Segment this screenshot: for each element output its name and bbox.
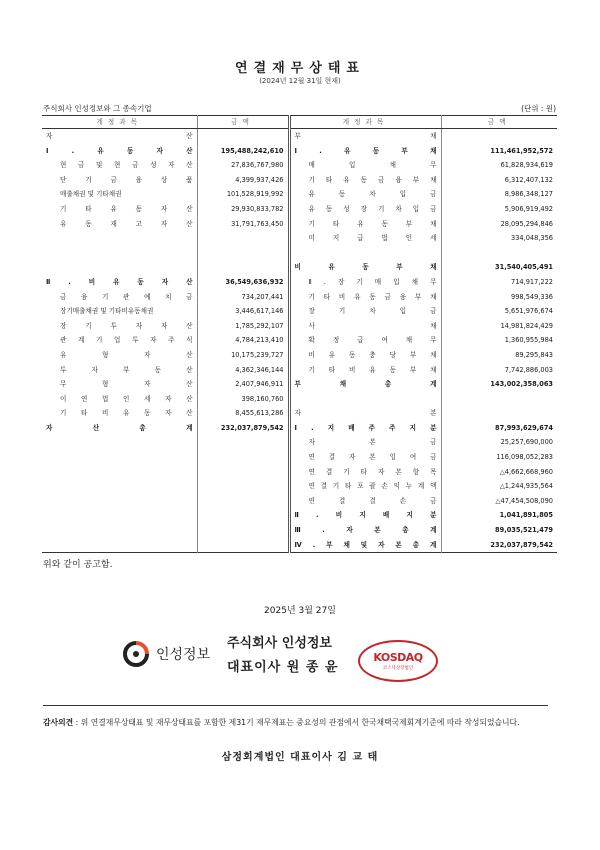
- table-row: [42, 406, 557, 421]
- account-right: [289, 363, 441, 378]
- account-label: 유 동 차 입 금: [308, 190, 437, 199]
- account-label: 유 동 성 장 기 차 입 금: [308, 204, 437, 213]
- account-label: 자 본: [294, 409, 437, 418]
- account-left: [42, 187, 197, 202]
- amount-left: 3,446,617,146: [197, 304, 289, 319]
- table-row: [42, 479, 557, 494]
- amount-left: 734,207,441: [197, 290, 289, 305]
- account-right: [289, 479, 441, 494]
- account-label: Ⅰ . 유 동 자 산: [46, 146, 193, 155]
- account-left: [42, 377, 197, 392]
- account-left: [42, 435, 197, 450]
- account-left: [42, 158, 197, 173]
- table-row: [42, 494, 557, 509]
- account-left: [42, 260, 197, 275]
- amount-left: [197, 246, 289, 261]
- amount-left: [197, 538, 289, 553]
- audit-opinion: [43, 715, 553, 730]
- table-row: [42, 290, 557, 305]
- account-label: 비 유 동 충 당 부 채: [308, 350, 437, 359]
- header-amount-right: 금액: [441, 116, 557, 129]
- amount-left: [197, 523, 289, 538]
- table-row: [42, 275, 557, 290]
- table-row: [42, 348, 557, 363]
- header-item-right: 계정과목: [289, 116, 441, 129]
- announcement-date: 2025년 3월 27일: [264, 606, 336, 616]
- amount-right: [441, 392, 557, 407]
- amount-right: 5,651,976,674: [441, 304, 557, 319]
- account-right: [289, 246, 441, 261]
- account-label: 기 타 유 동 금 융 부 채: [308, 175, 437, 184]
- amount-left: 8,455,613,286: [197, 406, 289, 421]
- amount-right: 14,981,824,429: [441, 319, 557, 334]
- amount-right: 143,002,358,063: [441, 377, 557, 392]
- account-right: [289, 304, 441, 319]
- audit-text: : 위 연결재무상태표 및 재무상태표를 포함한 제31기 재무제표는 중요성의 관점에서 한국채택국제회계기준에 따라 작성되었습니다.: [73, 718, 520, 727]
- account-label: Ⅲ . 자 본 총 계: [294, 526, 437, 535]
- account-label: 투 자 부 동 산: [60, 365, 193, 374]
- account-left: [42, 421, 197, 436]
- company-logo: [122, 640, 210, 668]
- account-left: [42, 173, 197, 188]
- table-row: [42, 202, 557, 217]
- account-label: 현 금 및 현 금 성 자 산: [60, 161, 193, 170]
- account-left: [42, 392, 197, 407]
- account-label: 유 동 재 고 자 산: [60, 219, 193, 228]
- kosdaq-seal-subtext: 코스닥상장법인: [382, 666, 414, 671]
- balance-sheet-table: [42, 115, 557, 553]
- account-label: 장 기 투 자 자 산: [60, 321, 193, 330]
- amount-right: 5,906,919,492: [441, 202, 557, 217]
- account-label: 기 타 유 동 부 채: [308, 219, 437, 228]
- account-label: 매출채권 및 기타채권: [60, 190, 122, 199]
- amount-left: 27,836,767,980: [197, 158, 289, 173]
- table-row: [42, 173, 557, 188]
- account-label: 무 형 자 산: [60, 380, 193, 389]
- divider: [43, 705, 548, 706]
- account-right: [289, 450, 441, 465]
- account-right: [289, 217, 441, 232]
- amount-right: 232,037,879,542: [441, 538, 557, 553]
- account-left: [42, 231, 197, 246]
- account-left: [42, 202, 197, 217]
- amount-left: [197, 508, 289, 523]
- table-row: [42, 508, 557, 523]
- account-label: 자 산 총 계: [46, 423, 193, 432]
- account-right: [289, 508, 441, 523]
- account-label: Ⅰ . 유 동 부 채: [294, 146, 437, 155]
- table-row: [42, 231, 557, 246]
- table-row: [42, 465, 557, 480]
- account-label: Ⅱ . 장 기 매 입 채 무: [308, 277, 437, 286]
- signer-ceo: 대표이사 원 종 윤: [227, 660, 339, 675]
- account-right: [289, 231, 441, 246]
- amount-left: 1,785,292,107: [197, 319, 289, 334]
- statement-title: 연결재무상태표: [235, 61, 365, 76]
- amount-right: 116,098,052,283: [441, 450, 557, 465]
- account-right: [289, 494, 441, 509]
- account-label: 기 타 비 유 동 금 융 부 채: [308, 292, 437, 301]
- account-left: [42, 217, 197, 232]
- header-amount-left: 금액: [197, 116, 289, 129]
- auditor-signature: 삼정회계법인 대표이사 김 교 태: [221, 752, 379, 763]
- account-left: [42, 319, 197, 334]
- account-right: [289, 348, 441, 363]
- account-label: 연 결 결 손 금: [308, 496, 437, 505]
- amount-left: 29,930,833,782: [197, 202, 289, 217]
- amount-left: 232,037,879,542: [197, 421, 289, 436]
- company-name: 주식회사 인성정보와 그 종속기업: [43, 104, 152, 113]
- amount-left: 101,528,919,992: [197, 187, 289, 202]
- account-label: 이 연 법 인 세 자 산: [60, 394, 193, 403]
- account-right: [289, 158, 441, 173]
- account-left: [42, 406, 197, 421]
- signer-company: 주식회사 인성정보: [227, 636, 332, 651]
- account-label: 연 결 자 본 잉 여 금: [308, 453, 437, 462]
- account-left: [42, 494, 197, 509]
- account-left: [42, 450, 197, 465]
- amount-left: 195,488,242,610: [197, 144, 289, 159]
- amount-right: △47,454,508,090: [441, 494, 557, 509]
- table-row: [42, 435, 557, 450]
- amount-left: [197, 494, 289, 509]
- account-label: Ⅱ . 비 지 배 지 분: [294, 511, 437, 520]
- header-item-left: 계정과목: [42, 116, 197, 129]
- amount-right: 87,993,629,674: [441, 421, 557, 436]
- amount-right: 31,540,405,491: [441, 260, 557, 275]
- amount-left: [197, 465, 289, 480]
- amount-right: 8,986,348,127: [441, 187, 557, 202]
- account-label: 비 유 동 부 채: [294, 263, 437, 272]
- account-right: [289, 275, 441, 290]
- amount-left: [197, 435, 289, 450]
- account-label: 연 결 기 타 자 본 항 목: [308, 467, 437, 476]
- amount-left: 10,175,239,727: [197, 348, 289, 363]
- account-label: 관 계 기 업 투 자 주 식: [60, 336, 193, 345]
- account-label: 확 정 급 여 채 무: [308, 336, 437, 345]
- account-right: [289, 173, 441, 188]
- amount-right: 334,048,356: [441, 231, 557, 246]
- account-left: [42, 246, 197, 261]
- amount-right: 89,035,521,479: [441, 523, 557, 538]
- table-row: [42, 246, 557, 261]
- table-row: [42, 377, 557, 392]
- table-row: [42, 523, 557, 538]
- account-left: [42, 523, 197, 538]
- amount-left: [197, 129, 289, 144]
- account-right: [289, 202, 441, 217]
- account-right: [289, 406, 441, 421]
- kosdaq-seal-icon: [358, 640, 438, 682]
- account-right: [289, 144, 441, 159]
- amount-left: 4,362,346,144: [197, 363, 289, 378]
- account-left: [42, 348, 197, 363]
- amount-left: [197, 231, 289, 246]
- amount-right: △4,662,668,960: [441, 465, 557, 480]
- account-left: [42, 290, 197, 305]
- account-label: 유 형 자 산: [60, 350, 193, 359]
- logo-text: 인성정보: [156, 647, 211, 663]
- account-right: [289, 377, 441, 392]
- table-row: [42, 333, 557, 348]
- notice-text: 위와 같이 공고함.: [43, 560, 113, 570]
- account-right: [289, 290, 441, 305]
- account-left: [42, 538, 197, 553]
- table-row: [42, 187, 557, 202]
- account-left: [42, 479, 197, 494]
- account-right: [289, 129, 441, 144]
- kosdaq-seal-text: KOSDAQ: [373, 651, 423, 664]
- amount-left: 31,791,763,450: [197, 217, 289, 232]
- account-label: 단 기 금 융 상 품: [60, 175, 193, 184]
- account-label: 기 타 유 동 자 산: [60, 204, 193, 213]
- table-row: [42, 538, 557, 553]
- account-label: 기 타 비 유 동 부 채: [308, 365, 437, 374]
- amount-right: 111,461,952,572: [441, 144, 557, 159]
- account-right: [289, 465, 441, 480]
- amount-right: 1,041,891,805: [441, 508, 557, 523]
- amount-right: 6,312,407,132: [441, 173, 557, 188]
- account-label: 매 입 채 무: [308, 161, 437, 170]
- amount-right: [441, 406, 557, 421]
- account-left: [42, 333, 197, 348]
- account-left: [42, 465, 197, 480]
- amount-left: [197, 260, 289, 275]
- amount-right: 7,742,886,003: [441, 363, 557, 378]
- account-label: Ⅱ . 비 유 동 자 산: [46, 277, 193, 286]
- account-right: [289, 392, 441, 407]
- amount-left: [197, 450, 289, 465]
- table-row: [42, 144, 557, 159]
- account-right: [289, 319, 441, 334]
- amount-right: 1,360,955,984: [441, 333, 557, 348]
- account-label: 기 타 비 유 동 자 산: [60, 409, 193, 418]
- account-right: [289, 260, 441, 275]
- amount-right: [441, 129, 557, 144]
- amount-left: 36,549,636,932: [197, 275, 289, 290]
- table-row: [42, 392, 557, 407]
- account-label: Ⅳ . 부 채 및 자 본 총 계: [294, 540, 437, 549]
- account-label: 연 결 기 타 포 괄 손 익 누 계 액: [308, 482, 437, 491]
- account-right: [289, 538, 441, 553]
- table-header-row: [42, 116, 557, 129]
- amount-right: 714,917,222: [441, 275, 557, 290]
- amount-left: 4,784,213,410: [197, 333, 289, 348]
- amount-left: 4,399,937,426: [197, 173, 289, 188]
- table-row: [42, 319, 557, 334]
- account-label: 자 산: [46, 132, 193, 140]
- table-row: [42, 304, 557, 319]
- account-label: 부 채 총 계: [294, 380, 437, 389]
- amount-right: 998,549,336: [441, 290, 557, 305]
- amount-right: [441, 246, 557, 261]
- account-label: 금 융 기 관 예 치 금: [60, 292, 193, 301]
- account-left: [42, 304, 197, 319]
- account-left: [42, 275, 197, 290]
- account-right: [289, 421, 441, 436]
- account-left: [42, 144, 197, 159]
- account-label: 장 기 차 입 금: [308, 307, 437, 316]
- account-left: [42, 129, 197, 144]
- inseong-logo-icon: [122, 640, 150, 668]
- account-label: 부 채: [294, 132, 437, 140]
- table-row: [42, 363, 557, 378]
- account-left: [42, 508, 197, 523]
- statement-date: (2024년 12월 31일 현재): [259, 77, 341, 85]
- amount-left: 398,160,760: [197, 392, 289, 407]
- account-label: 미 지 급 법 인 세: [308, 234, 437, 243]
- amount-left: 2,407,946,911: [197, 377, 289, 392]
- amount-right: 25,257,690,000: [441, 435, 557, 450]
- account-right: [289, 333, 441, 348]
- account-label: 사 채: [308, 321, 437, 330]
- table-row: [42, 421, 557, 436]
- table-row: [42, 217, 557, 232]
- audit-label: 감사의견: [43, 718, 74, 727]
- account-left: [42, 363, 197, 378]
- account-label: 자 본 금: [308, 438, 437, 447]
- table-row: [42, 260, 557, 275]
- table-row: [42, 129, 557, 144]
- amount-right: 28,095,294,846: [441, 217, 557, 232]
- account-label: 장기매출채권 및 기타비유동채권: [60, 307, 154, 316]
- account-right: [289, 523, 441, 538]
- table-row: [42, 158, 557, 173]
- amount-right: 61,828,934,619: [441, 158, 557, 173]
- account-right: [289, 435, 441, 450]
- account-right: [289, 187, 441, 202]
- unit-label: (단위 : 원): [521, 104, 556, 113]
- amount-right: △1,244,935,564: [441, 479, 557, 494]
- table-row: [42, 450, 557, 465]
- account-label: Ⅰ . 지 배 주 주 지 분: [294, 423, 437, 432]
- amount-left: [197, 479, 289, 494]
- amount-right: 89,295,843: [441, 348, 557, 363]
